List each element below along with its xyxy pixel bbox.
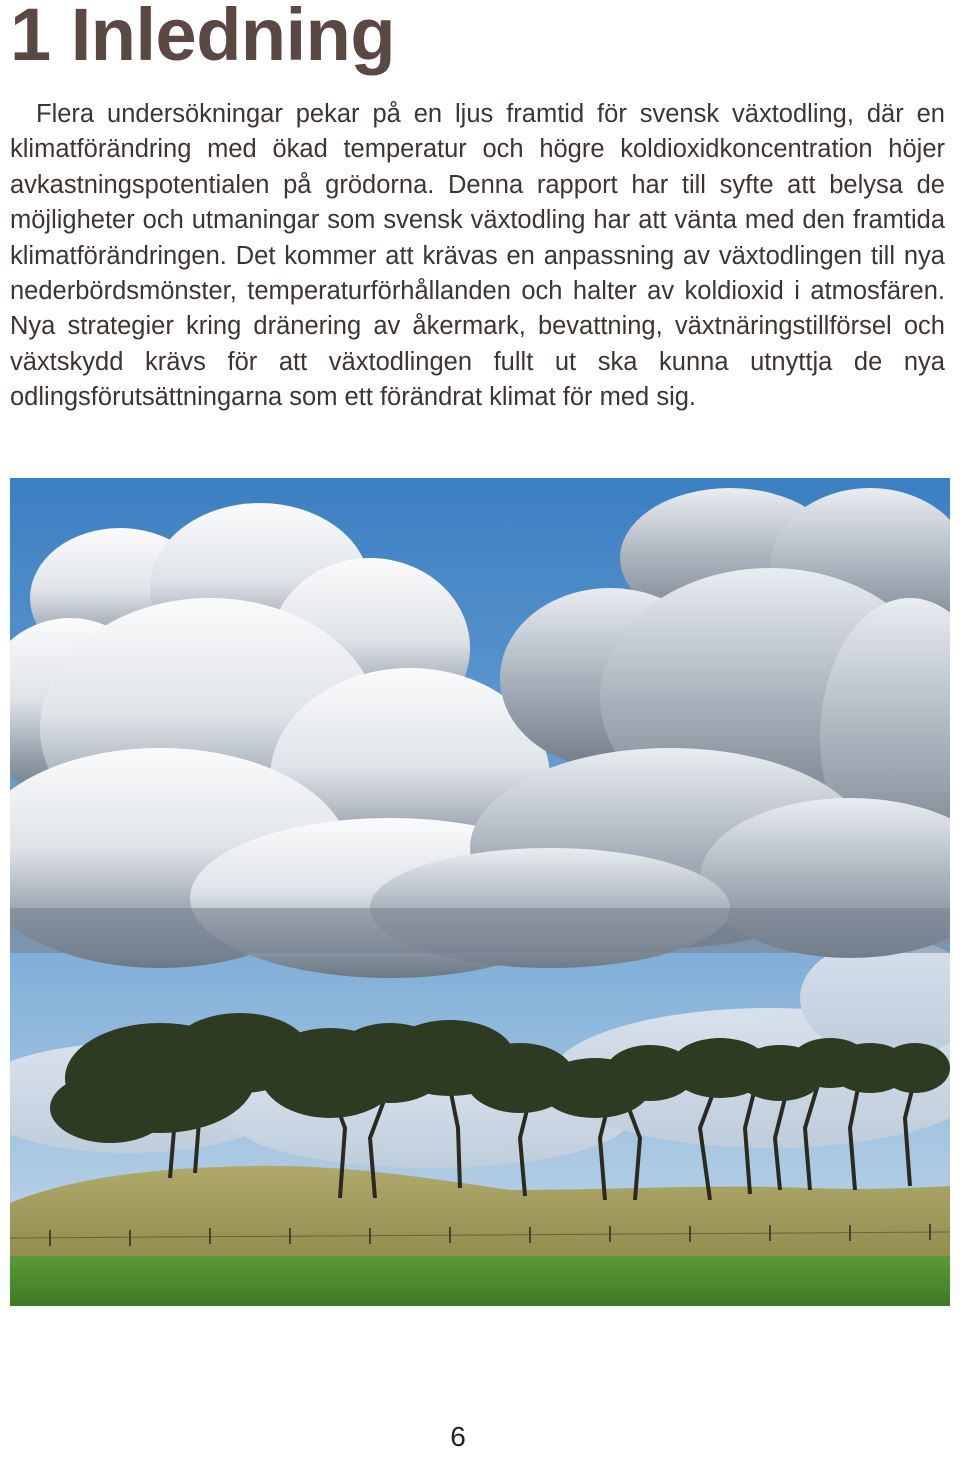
intro-paragraph: Flera undersökningar pekar på en ljus framtid för svensk växtodling, där en klimatförändring med ökad temperatur och högre koldioxidkoncentration höjer avkastningspotentialen på grödorna. Denna rapport har till syfte att belysa de möjligheter och utmaningar som svensk växtodling har att vänta med den framtida klimatförändringen. Det kommer att krävas en anpassning av växtodlingen till nya nederbördsmönster, temperaturförhållanden och halter av koldioxid i atmosfären. Nya strategier kring dränering av åkermark, bevattning, växtnäringstillförsel och växtskydd krävs för att växtodlingen fullt ut ska kunna utnyttja de nya odlingsförutsättningarna som ett förändrat klimat för med sig. bbox=[10, 100, 945, 412]
cloud-base bbox=[10, 908, 950, 953]
page-title: 1 Inledning bbox=[10, 0, 396, 76]
landscape-photo bbox=[10, 478, 950, 1306]
page-number: 6 bbox=[450, 1421, 466, 1452]
green-field bbox=[10, 1256, 950, 1306]
